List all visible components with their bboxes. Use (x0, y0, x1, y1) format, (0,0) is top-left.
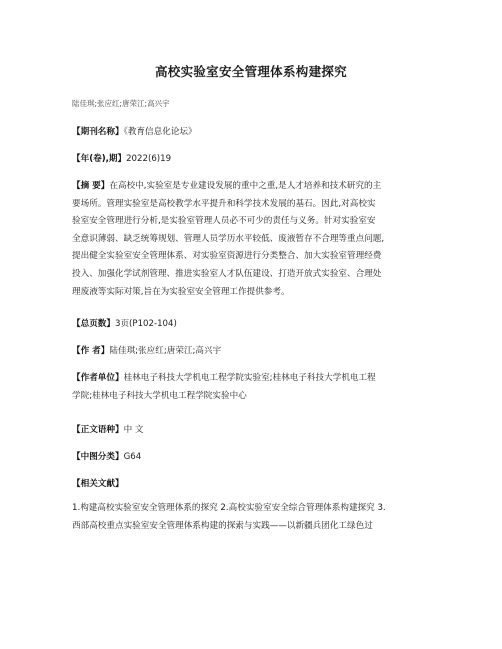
related-line: 1.构建高校实验室安全管理体系的探究 2.高校实验室安全综合管理体系构建探究 3. (72, 503, 386, 513)
author-line: 陆佳琪;张应红;唐荣江;高兴宇 (72, 99, 170, 108)
language-label: 【正文语种】 (72, 425, 124, 435)
related-field (72, 476, 432, 494)
affiliation-line: 桂林电子科技大学机电工程学院实验室;桂林电子科技大学机电工程 (123, 373, 376, 383)
pages-label: 【总页数】 (72, 319, 115, 329)
classification-value: G64 (123, 452, 142, 462)
abstract-line: 在高校中,实验室是专业建设发展的重中之重,是人才培养和技术研究的主 (109, 181, 382, 191)
classification-field (72, 449, 432, 467)
abstract-line: 理废液等实际对策,旨在为实验室安全管理工作提供参考。 (72, 286, 290, 297)
language-value: 中 文 (123, 425, 144, 435)
year-label: 【年(卷),期】 (72, 154, 127, 164)
author-label: 【作 者】 (72, 346, 110, 356)
pages-field (72, 316, 432, 334)
abstract-line: 验室安全管理进行分析,是实验室管理人员必不可少的责任与义务。针对实验室安 (72, 216, 376, 227)
affiliation-line: 学院;桂林电子科技大学机电工程学院实验中心 (72, 390, 247, 401)
related-label: 【相关文献】 (72, 479, 124, 489)
pages-value: 3页(P102-104) (114, 319, 177, 329)
year-value: 2022(6)19 (126, 154, 172, 164)
abstract-label: 【摘 要】 (72, 181, 110, 191)
journal-label: 【期刊名称】 (72, 127, 124, 137)
related-line: 西部高校重点实验室安全管理体系构建的探索与实践——以新疆兵团化工绿色过 (72, 520, 373, 531)
affiliation-label: 【作者单位】 (72, 373, 124, 383)
related-list (72, 500, 432, 535)
abstract-line: 全意识薄弱、缺乏统筹规划、管理人员学历水平较低、废液暂存不合理等重点问题, (72, 233, 385, 244)
year-field (72, 151, 432, 169)
abstract-line: 提出健全实验室安全管理体系、对实验室资源进行分类整合、加大实验室管理经费 (72, 251, 382, 262)
abstract-line: 要场所。管理实验室是高校教学水平提升和科学技术发展的基石。因此,对高校实 (72, 198, 376, 209)
journal-field (72, 124, 432, 142)
author-field (72, 343, 432, 361)
journal-value: 《教育信息化论坛》 (123, 127, 197, 137)
classification-label: 【中图分类】 (72, 452, 124, 462)
affiliation-field (72, 370, 432, 405)
abstract-field (72, 178, 432, 301)
document-title: 高校实验室安全管理体系构建探究 (154, 64, 347, 79)
abstract-line: 投入、加强化学试剂管理、推进实验室人才队伍建设、打造开放式实验室、合理处 (72, 268, 382, 279)
author-value: 陆佳琪;张应红;唐荣江;高兴宇 (109, 346, 222, 356)
language-field (72, 422, 432, 440)
